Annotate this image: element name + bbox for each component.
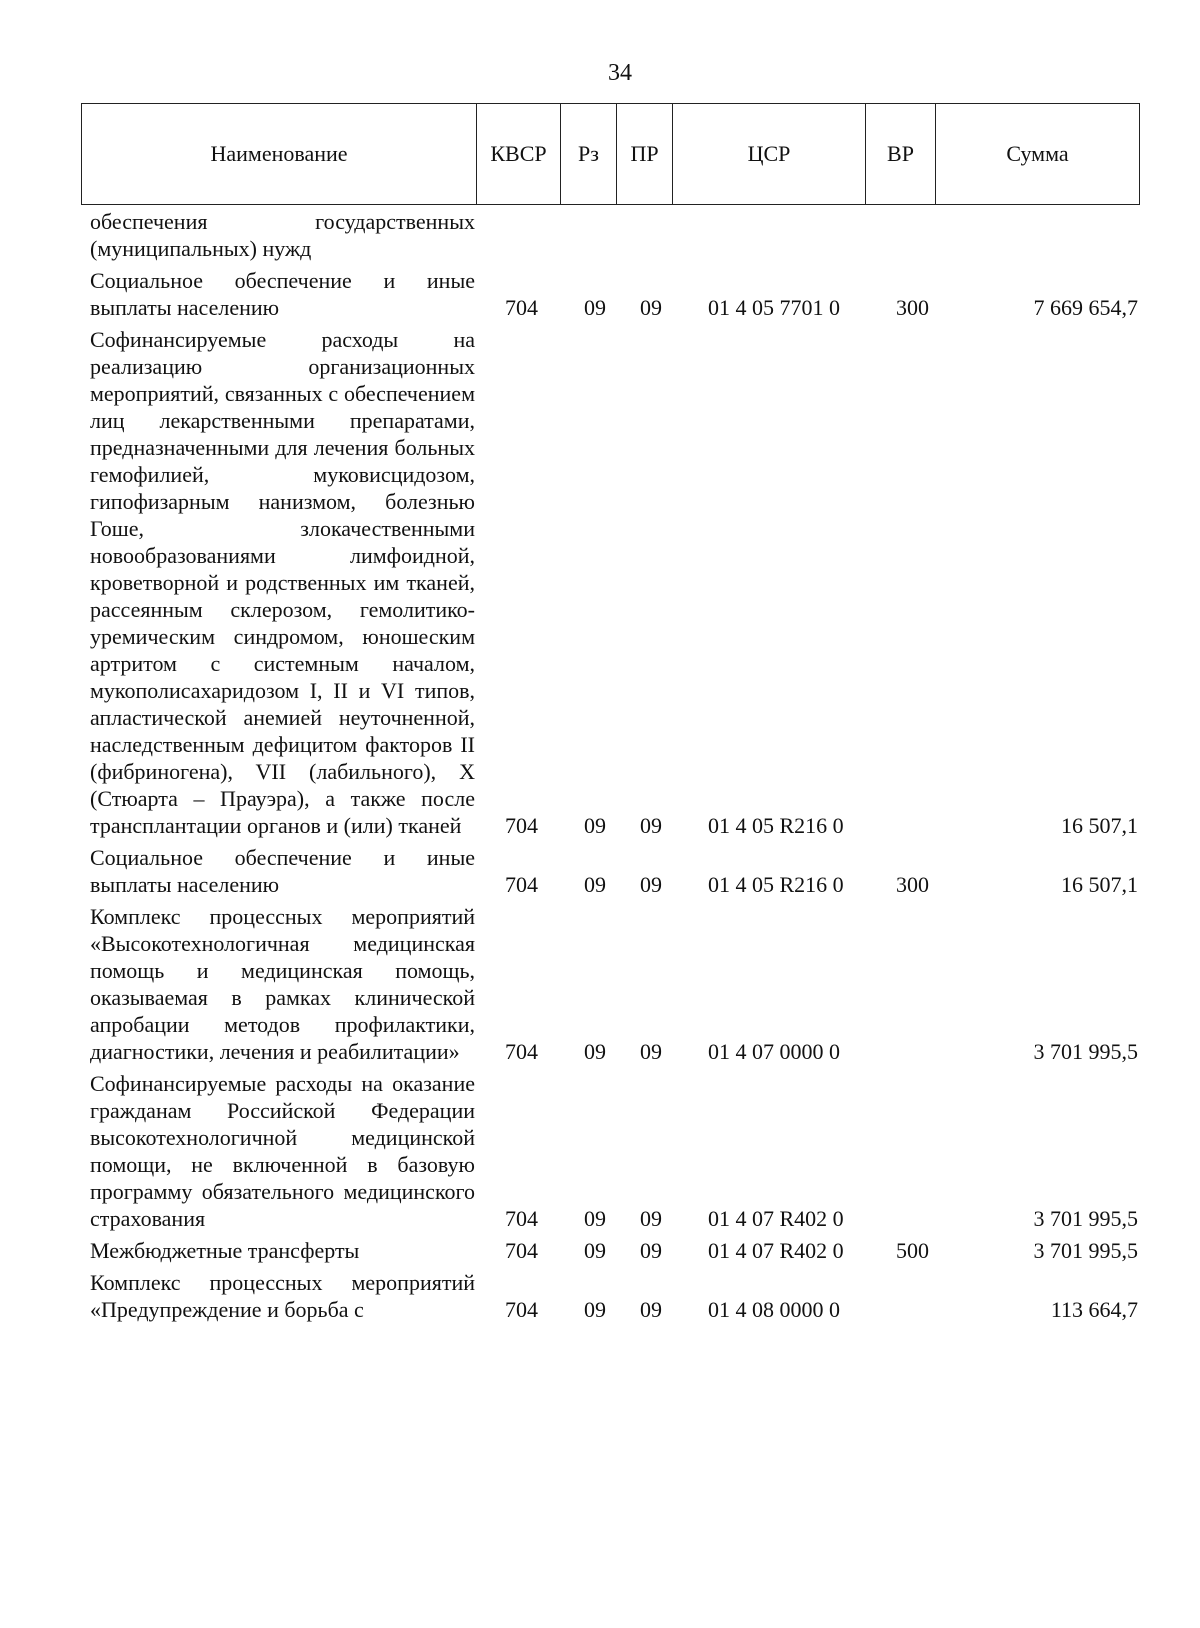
row-name: Софинансируемые расходы на реализацию организационных мероприятий, связанных с обеспечением лиц лекарственными препаратами, предназначенными для лечения больных гемофилией, муковисцидозом, гипофизарным нанизмом, болезнью Гоше, злокачественными новообразованиями лимфоидной, кроветворной и родственных им тканей, рассеянным склерозом, гемолитико-уремическим синдромом, юношеским артритом с системным началом, мукополисахаридозом I, II и VI типов, апластической анемией неуточненной, наследственным дефицитом факторов II (фибриногена), VII (лабильного), X (Стюарта – Прауэра), а также после трансплантации органов и (или) тканей — [90, 327, 475, 838]
header-name: Наименование — [82, 104, 477, 205]
row-pr: 09 — [640, 1039, 662, 1064]
row-csr: 01 4 08 0000 0 — [708, 1297, 840, 1322]
row-rz: 09 — [584, 295, 606, 320]
row-vr: 300 — [896, 295, 929, 320]
row-name: Софинансируемые расходы на оказание гражданам Российской Федерации высокотехнологичной медицинской помощи, не включенной в базовую программу обязательного медицинского страхования — [90, 1071, 475, 1231]
table-row — [0, 1269, 1200, 1323]
row-kvsr: 704 — [505, 1206, 538, 1231]
row-sum: 3 701 995,5 — [1033, 1238, 1138, 1263]
row-csr: 01 4 07 R402 0 — [708, 1238, 844, 1263]
row-pr: 09 — [640, 872, 662, 897]
row-kvsr: 704 — [505, 1039, 538, 1064]
row-csr: 01 4 05 R216 0 — [708, 872, 844, 897]
row-name: Социальное обеспечение и иные выплаты населению — [90, 268, 475, 320]
row-kvsr: 704 — [505, 295, 538, 320]
row-pr: 09 — [640, 813, 662, 838]
table-body — [0, 208, 1200, 1323]
row-pr: 09 — [640, 295, 662, 320]
row-vr: 500 — [896, 1238, 929, 1263]
row-csr: 01 4 05 7701 0 — [708, 295, 840, 320]
row-name: обеспечения государственных (муниципальных) нужд — [90, 209, 475, 261]
header-vr: ВР — [866, 104, 936, 205]
header-rz: Рз — [561, 104, 617, 205]
header-kvsr: КВСР — [477, 104, 561, 205]
row-name: Комплекс процессных мероприятий «Предупреждение и борьба с — [90, 1270, 475, 1322]
row-sum: 113 664,7 — [1050, 1297, 1138, 1322]
row-rz: 09 — [584, 1039, 606, 1064]
page-number: 34 — [608, 60, 632, 86]
table-header — [81, 103, 1140, 205]
row-rz: 09 — [584, 1206, 606, 1231]
header-pr: ПР — [617, 104, 673, 205]
row-name: Социальное обеспечение и иные выплаты населению — [90, 845, 475, 897]
row-rz: 09 — [584, 872, 606, 897]
table-row — [0, 326, 1200, 839]
row-rz: 09 — [584, 1238, 606, 1263]
row-csr: 01 4 07 0000 0 — [708, 1039, 840, 1064]
table-row — [0, 903, 1200, 1065]
row-kvsr: 704 — [505, 872, 538, 897]
table-row — [0, 1070, 1200, 1232]
row-name: Межбюджетные трансферты — [90, 1238, 360, 1263]
row-sum: 7 669 654,7 — [1033, 295, 1138, 320]
row-sum: 3 701 995,5 — [1033, 1039, 1138, 1064]
row-sum: 16 507,1 — [1061, 813, 1138, 838]
table-row — [0, 844, 1200, 898]
row-kvsr: 704 — [505, 1238, 538, 1263]
row-kvsr: 704 — [505, 1297, 538, 1322]
row-name: Комплекс процессных мероприятий «Высокотехнологичная медицинская помощь и медицинская помощь, оказываемая в рамках клинической апробации методов профилактики, диагностики, лечения и реабилитации» — [90, 904, 475, 1064]
row-pr: 09 — [640, 1206, 662, 1231]
row-pr: 09 — [640, 1297, 662, 1322]
row-pr: 09 — [640, 1238, 662, 1263]
header-csr: ЦСР — [673, 104, 866, 205]
row-sum: 16 507,1 — [1061, 872, 1138, 897]
row-sum: 3 701 995,5 — [1033, 1206, 1138, 1231]
row-csr: 01 4 07 R402 0 — [708, 1206, 844, 1231]
table-row — [0, 208, 1200, 262]
row-kvsr: 704 — [505, 813, 538, 838]
row-rz: 09 — [584, 1297, 606, 1322]
table-row — [0, 1237, 1200, 1264]
row-rz: 09 — [584, 813, 606, 838]
header-sum: Сумма — [936, 104, 1140, 205]
row-vr: 300 — [896, 872, 929, 897]
row-csr: 01 4 05 R216 0 — [708, 813, 844, 838]
table-row — [0, 267, 1200, 321]
